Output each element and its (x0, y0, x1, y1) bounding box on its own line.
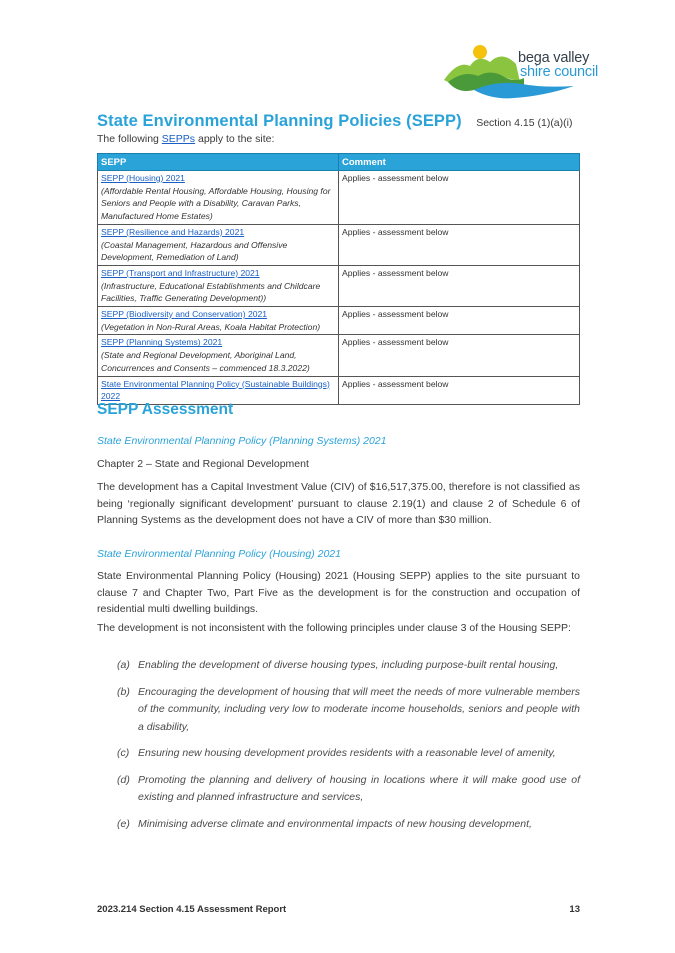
item-text: Promoting the planning and delivery of housing in locations where it will make good use of existing and planned infrastructure and services, (138, 773, 580, 803)
comment-cell (339, 224, 580, 265)
sepp-link[interactable]: SEPP (Resilience and Hazards) 2021 (101, 226, 245, 237)
sepp-description: (Affordable Rental Housing, Affordable Housing, Housing for Seniors and People with a Disability, Caravan Parks, Manufactured Home Estates) (101, 185, 331, 222)
sepp-cell (98, 265, 339, 306)
sepp-description: (Infrastructure, Educational Establishments and Childcare Facilities, Traffic Generating Development)) (101, 280, 321, 304)
sepps-link[interactable]: SEPPs (161, 133, 196, 145)
header-sepp: SEPP (98, 154, 339, 171)
paragraph-principles: The development is not inconsistent with the following principles under clause 3 of the Housing SEPP: (97, 622, 571, 634)
intro-after: apply to the site: (195, 133, 275, 145)
logo-line-2: shire council (520, 64, 598, 80)
paragraph-housing: State Environmental Planning Policy (Housing) 2021 (Housing SEPP) applies to the site pursuant to clause 7 and Chapter Two, Part Five as the development is for the construction and occupation of residential multi dwelling buildings. (97, 570, 580, 615)
item-label: (c) (117, 747, 130, 759)
sepp-link[interactable]: SEPP (Planning Systems) 2021 (101, 337, 223, 348)
council-logo (444, 42, 634, 102)
table-row (98, 307, 580, 335)
list-item (117, 772, 580, 807)
comment-cell (339, 171, 580, 225)
heading-section: Section 4.15 (1)(a)(i) (476, 117, 573, 129)
logo-wordmark (518, 51, 598, 79)
item-label: (e) (117, 817, 130, 830)
sepp-cell (98, 171, 339, 225)
comment-cell (339, 376, 580, 404)
table-header-row (98, 154, 580, 171)
assessment-heading: SEPP Assessment (97, 401, 234, 418)
sepp-link[interactable]: SEPP (Housing) 2021 (101, 173, 185, 183)
header-comment: Comment (339, 154, 580, 171)
item-label: (b) (117, 685, 130, 698)
comment-cell (339, 335, 580, 376)
subheading-housing: State Environmental Planning Policy (Housing) 2021 (97, 548, 341, 560)
list-item (117, 816, 580, 834)
table-row (98, 171, 580, 225)
table-row (98, 335, 580, 376)
page-heading (97, 112, 597, 131)
sepp-link[interactable]: State Environmental Planning Policy (Sustainable Buildings) 2022 (101, 378, 330, 402)
comment-cell (339, 265, 580, 306)
comment-text: Applies - assessment below (342, 309, 449, 320)
heading-title: State Environmental Planning Policies (SEPP) (97, 112, 462, 130)
principles-list (117, 657, 580, 842)
list-item (117, 684, 580, 737)
sepp-link[interactable]: SEPP (Biodiversity and Conservation) 2021 (101, 309, 268, 320)
item-text: Encouraging the development of housing that will meet the needs of more vulnerable members of the community, including very low to moderate income households, seniors and people with a disability, (138, 685, 580, 733)
intro-before: The following (97, 133, 162, 145)
comment-text: Applies - assessment below (342, 173, 449, 183)
comment-text: Applies - assessment below (342, 378, 449, 389)
list-item (117, 745, 580, 763)
footer-page-number: 13 (569, 904, 580, 915)
paragraph-civ: The development has a Capital Investment Value (CIV) of $16,517,375.00, therefore is not classified as being ‘regionally significant development’ pursuant to clause 2.19(1) and clause 2 of Schedule 6 of Planning Systems as the development does not have a CIV of more than $30 million. (97, 481, 580, 526)
comment-text: Applies - assessment below (342, 226, 449, 237)
sepp-description: (State and Regional Development, Aboriginal Land, Concurrences and Consents – commenced 18.3.2022) (101, 350, 310, 373)
comment-text: Applies - assessment below (342, 337, 449, 348)
sepp-table (97, 153, 580, 405)
sepp-description: (Vegetation in Non-Rural Areas, Koala Habitat Protection) (101, 321, 321, 332)
item-text: Minimising adverse climate and environmental impacts of new housing development, (138, 817, 532, 830)
sepp-cell (98, 307, 339, 335)
item-text: Enabling the development of diverse housing types, including purpose-built rental housing, (138, 659, 559, 671)
subheading-planning-systems: State Environmental Planning Policy (Planning Systems) 2021 (97, 435, 387, 447)
comment-cell (339, 307, 580, 335)
comment-text: Applies - assessment below (342, 267, 449, 278)
table-row (98, 265, 580, 306)
chapter-text: Chapter 2 – State and Regional Development (97, 458, 309, 470)
logo-line-1: bega valley (518, 50, 590, 66)
item-label: (d) (117, 773, 130, 786)
item-text: Ensuring new housing development provides residents with a reasonable level of amenity, (138, 747, 556, 759)
table-row (98, 224, 580, 265)
footer-report-title: 2023.214 Section 4.15 Assessment Report (97, 904, 287, 915)
intro-text (97, 133, 274, 145)
sepp-cell (98, 335, 339, 376)
list-item (117, 657, 580, 675)
sepp-cell (98, 224, 339, 265)
sepp-description: (Coastal Management, Hazardous and Offensive Development, Remediation of Land) (101, 239, 288, 263)
sepp-link[interactable]: SEPP (Transport and Infrastructure) 2021 (101, 267, 260, 278)
item-label: (a) (117, 659, 130, 671)
